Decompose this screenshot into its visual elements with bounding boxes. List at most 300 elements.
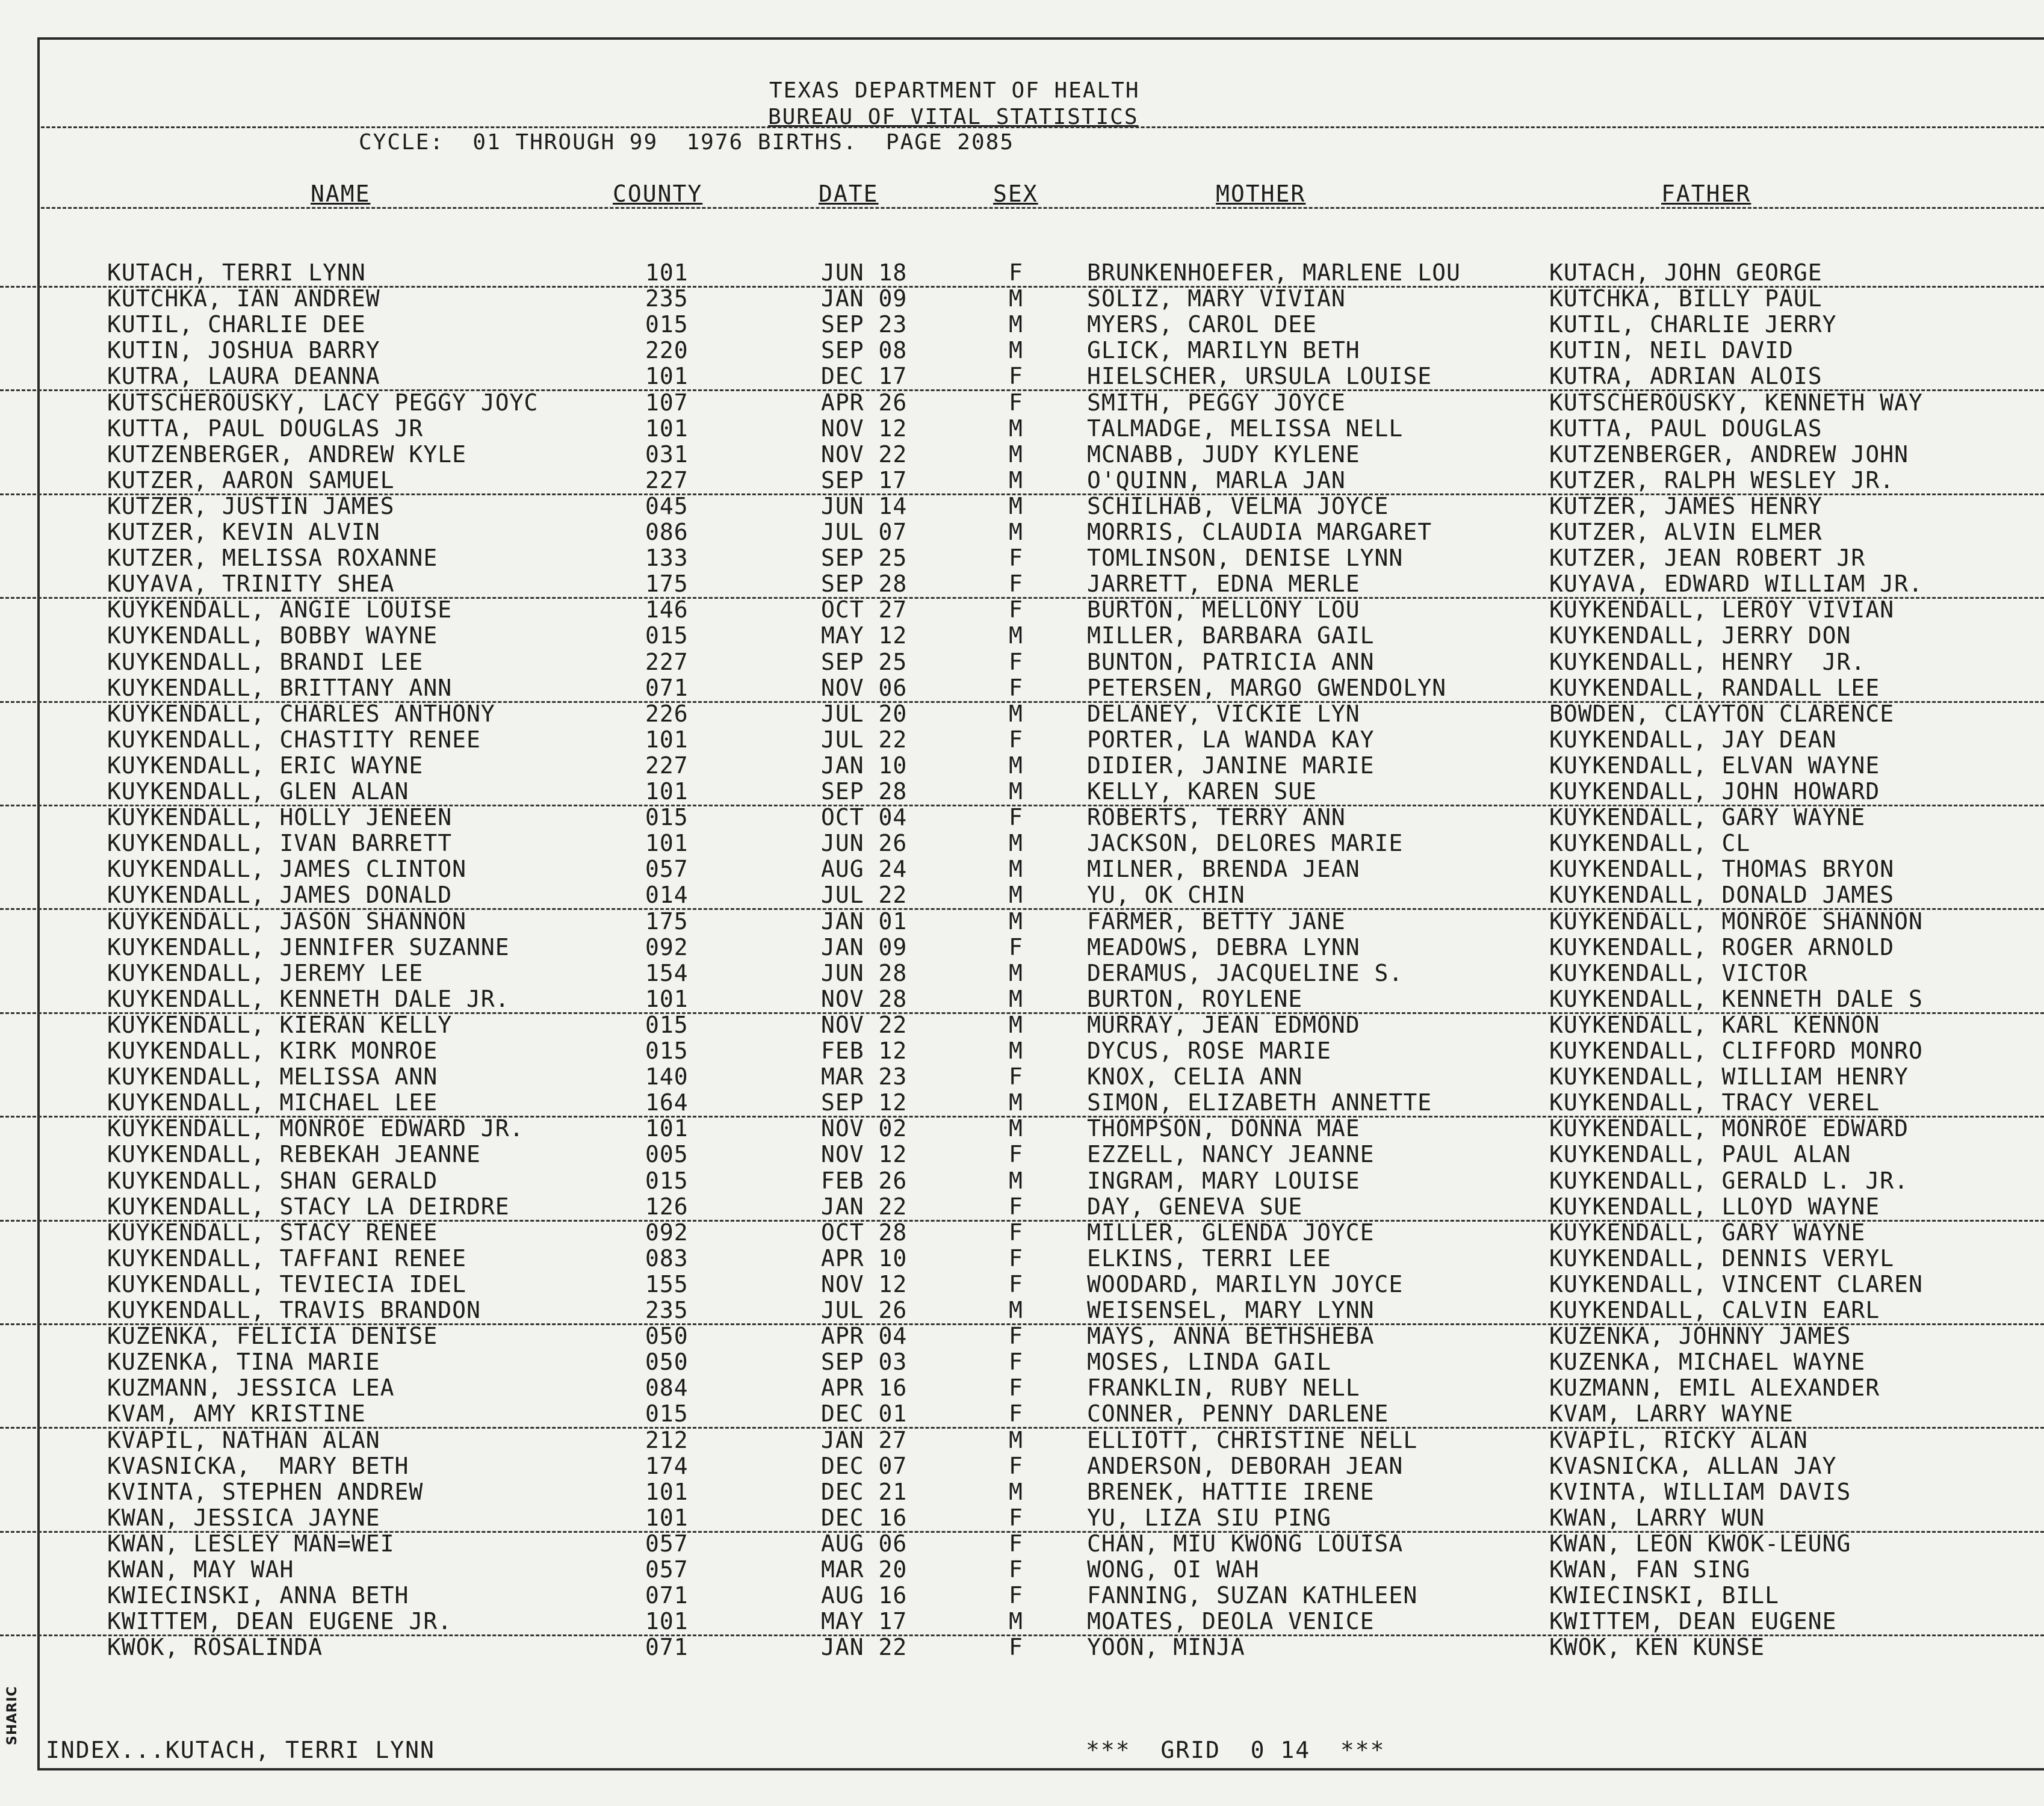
- table-row: [0, 1297, 2044, 1325]
- record-name: KUYAVA, TRINITY SHEA: [107, 571, 395, 598]
- record-mother: O'QUINN, MARLA JAN: [1087, 467, 1346, 493]
- record-name: KUYKENDALL, JASON SHANNON: [107, 908, 466, 935]
- table-row: [0, 701, 2044, 727]
- record-county: 220: [645, 338, 689, 364]
- record-county: 226: [645, 700, 689, 727]
- record-mother: GLICK, MARILYN BETH: [1087, 338, 1360, 364]
- record-mother: MOSES, LINDA GAIL: [1087, 1349, 1331, 1376]
- record-sex: M: [1009, 752, 1023, 779]
- record-mother: KELLY, KAREN SUE: [1087, 779, 1318, 805]
- record-name: KUYKENDALL, MONROE EDWARD JR.: [107, 1116, 524, 1142]
- record-father: KUTIN, NEIL DAVID: [1549, 338, 1794, 364]
- record-date: JUL 26: [821, 1297, 908, 1323]
- record-sex: M: [1009, 338, 1023, 364]
- record-father: KVAM, LARRY WAYNE: [1549, 1401, 1794, 1427]
- table-row: [0, 312, 2044, 338]
- record-county: 071: [645, 675, 689, 701]
- record-mother: WONG, OI WAH: [1087, 1557, 1260, 1583]
- table-row: [0, 416, 2044, 442]
- record-sex: M: [1009, 882, 1023, 909]
- record-sex: F: [1009, 571, 1023, 598]
- cycle-line: CYCLE: 01 THROUGH 99 1976 BIRTHS. PAGE 2085: [359, 130, 1014, 155]
- table-row: [0, 986, 2044, 1014]
- record-sex: M: [1009, 986, 1023, 1012]
- table-row: [0, 1168, 2044, 1194]
- record-county: 014: [645, 882, 689, 909]
- record-county: 071: [645, 1634, 689, 1661]
- record-father: KUYKENDALL, THOMAS BRYON: [1549, 856, 1895, 883]
- record-father: KUYKENDALL, JOHN HOWARD: [1549, 779, 1880, 805]
- record-date: JUL 22: [821, 882, 908, 909]
- record-county: 101: [645, 1116, 689, 1142]
- record-date: MAY 12: [821, 623, 908, 649]
- record-mother: BUNTON, PATRICIA ANN: [1087, 649, 1375, 675]
- record-sex: F: [1009, 1401, 1023, 1427]
- record-mother: MILLER, GLENDA JOYCE: [1087, 1219, 1375, 1246]
- record-mother: DYCUS, ROSE MARIE: [1087, 1038, 1331, 1064]
- record-date: AUG 16: [821, 1583, 908, 1609]
- record-county: 155: [645, 1271, 689, 1297]
- record-father: KUYKENDALL, ELVAN WAYNE: [1549, 752, 1880, 779]
- index-footer: INDEX...KUTACH, TERRI LYNN: [46, 1737, 435, 1763]
- record-name: KUYKENDALL, MELISSA ANN: [107, 1064, 438, 1090]
- record-father: KWAN, LEON KWOK-LEUNG: [1549, 1530, 1851, 1557]
- record-sex: M: [1009, 830, 1023, 857]
- record-father: KUZENKA, MICHAEL WAYNE: [1549, 1349, 1866, 1376]
- record-sex: M: [1009, 1297, 1023, 1323]
- record-mother: WOODARD, MARILYN JOYCE: [1087, 1271, 1404, 1297]
- table-row: [0, 1531, 2044, 1557]
- record-sex: M: [1009, 519, 1023, 545]
- record-date: NOV 22: [821, 441, 908, 468]
- record-mother: TOMLINSON, DENISE LYNN: [1087, 545, 1404, 572]
- record-mother: KNOX, CELIA ANN: [1087, 1064, 1303, 1090]
- record-mother: YU, LIZA SIU PING: [1087, 1504, 1331, 1531]
- record-name: KUYKENDALL, REBEKAH JEANNE: [107, 1142, 481, 1168]
- record-name: KUTZER, MELISSA ROXANNE: [107, 545, 438, 572]
- record-father: KUTSCHEROUSKY, KENNETH WAY: [1549, 389, 1923, 416]
- record-date: FEB 26: [821, 1167, 908, 1194]
- record-name: KUYKENDALL, IVAN BARRETT: [107, 830, 453, 857]
- record-name: KUYKENDALL, CHARLES ANTHONY: [107, 700, 495, 727]
- record-county: 101: [645, 1504, 689, 1531]
- record-county: 101: [645, 415, 689, 442]
- record-date: DEC 16: [821, 1504, 908, 1531]
- record-father: KVAPIL, RICKY ALAN: [1549, 1427, 1808, 1453]
- record-name: KWAN, JESSICA JAYNE: [107, 1504, 380, 1531]
- record-county: 101: [645, 1609, 689, 1635]
- record-mother: ROBERTS, TERRY ANN: [1087, 805, 1346, 831]
- record-sex: F: [1009, 597, 1023, 623]
- record-name: KUYKENDALL, SHAN GERALD: [107, 1167, 438, 1194]
- record-father: KUYKENDALL, LLOYD WAYNE: [1549, 1193, 1880, 1220]
- record-county: 084: [645, 1375, 689, 1402]
- record-county: 045: [645, 493, 689, 519]
- record-mother: DAY, GENEVA SUE: [1087, 1193, 1303, 1220]
- record-sex: F: [1009, 1583, 1023, 1609]
- record-father: KUYKENDALL, HENRY JR.: [1549, 649, 1866, 675]
- record-date: MAR 23: [821, 1064, 908, 1090]
- record-mother: MEADOWS, DEBRA LYNN: [1087, 934, 1360, 960]
- record-mother: DERAMUS, JACQUELINE S.: [1087, 960, 1404, 986]
- record-sex: M: [1009, 960, 1023, 986]
- record-date: SEP 25: [821, 649, 908, 675]
- record-father: KUZENKA, JOHNNY JAMES: [1549, 1323, 1851, 1350]
- record-sex: M: [1009, 908, 1023, 935]
- record-county: 050: [645, 1323, 689, 1350]
- record-father: KUYKENDALL, RANDALL LEE: [1549, 675, 1880, 701]
- record-date: SEP 23: [821, 312, 908, 338]
- record-name: KVAM, AMY KRISTINE: [107, 1401, 366, 1427]
- record-father: KUYKENDALL, JERRY DON: [1549, 623, 1851, 649]
- record-county: 235: [645, 1297, 689, 1323]
- record-name: KUYKENDALL, JAMES CLINTON: [107, 856, 466, 883]
- table-row: [0, 286, 2044, 312]
- table-row: [0, 338, 2044, 363]
- record-father: KUYKENDALL, CLIFFORD MONRO: [1549, 1038, 1923, 1064]
- record-sex: M: [1009, 312, 1023, 338]
- record-county: 164: [645, 1090, 689, 1116]
- record-date: NOV 22: [821, 1012, 908, 1038]
- record-name: KUYKENDALL, ANGIE LOUISE: [107, 597, 453, 623]
- table-row: [0, 1064, 2044, 1090]
- record-county: 101: [645, 363, 689, 390]
- table-row: [0, 1505, 2044, 1533]
- record-sex: M: [1009, 467, 1023, 493]
- record-county: 227: [645, 467, 689, 493]
- record-name: KUYKENDALL, KIRK MONROE: [107, 1038, 438, 1064]
- table-row: [0, 1116, 2044, 1142]
- record-mother: MILLER, BARBARA GAIL: [1087, 623, 1375, 649]
- record-name: KUYKENDALL, TAFFANI RENEE: [107, 1245, 466, 1272]
- record-sex: M: [1009, 441, 1023, 468]
- record-name: KWIECINSKI, ANNA BETH: [107, 1583, 409, 1609]
- record-county: 101: [645, 260, 689, 286]
- record-county: 050: [645, 1349, 689, 1376]
- column-header-divider: [41, 207, 2044, 209]
- record-county: 133: [645, 545, 689, 572]
- record-county: 015: [645, 805, 689, 831]
- record-name: KUYKENDALL, CHASTITY RENEE: [107, 726, 481, 753]
- table-row: [0, 442, 2044, 468]
- column-header-mother: MOTHER: [1216, 181, 1306, 207]
- record-date: APR 10: [821, 1245, 908, 1272]
- record-county: 212: [645, 1427, 689, 1453]
- table-row: [0, 571, 2044, 599]
- record-sex: F: [1009, 545, 1023, 572]
- record-name: KUZENKA, TINA MARIE: [107, 1349, 380, 1376]
- record-mother: FANNING, SUZAN KATHLEEN: [1087, 1583, 1418, 1609]
- record-mother: YU, OK CHIN: [1087, 882, 1245, 909]
- table-row: [0, 623, 2044, 649]
- table-row: [0, 1272, 2044, 1297]
- record-date: SEP 28: [821, 571, 908, 598]
- record-mother: SCHILHAB, VELMA JOYCE: [1087, 493, 1389, 519]
- record-sex: F: [1009, 1557, 1023, 1583]
- record-sex: M: [1009, 493, 1023, 519]
- record-mother: MILNER, BRENDA JEAN: [1087, 856, 1360, 883]
- grid-footer: *** GRID 0 14 ***: [1086, 1737, 1386, 1763]
- record-date: JAN 01: [821, 908, 908, 935]
- table-row: [0, 1453, 2044, 1479]
- record-date: FEB 12: [821, 1038, 908, 1064]
- document-subtitle: BUREAU OF VITAL STATISTICS: [768, 105, 1139, 129]
- record-mother: FARMER, BETTY JANE: [1087, 908, 1346, 935]
- record-father: KUTZER, JEAN ROBERT JR: [1549, 545, 1866, 572]
- table-row: [0, 1583, 2044, 1609]
- record-sex: M: [1009, 286, 1023, 312]
- record-sex: M: [1009, 623, 1023, 649]
- record-mother: SIMON, ELIZABETH ANNETTE: [1087, 1090, 1432, 1116]
- record-father: KUYKENDALL, GERALD L. JR.: [1549, 1167, 1909, 1194]
- record-name: KWAN, MAY WAH: [107, 1557, 294, 1583]
- record-sex: F: [1009, 1271, 1023, 1297]
- record-date: NOV 06: [821, 675, 908, 701]
- record-county: 101: [645, 779, 689, 805]
- record-name: KUZENKA, FELICIA DENISE: [107, 1323, 438, 1350]
- record-mother: BURTON, MELLONY LOU: [1087, 597, 1360, 623]
- record-father: KUYKENDALL, PAUL ALAN: [1549, 1142, 1851, 1168]
- record-sex: F: [1009, 1219, 1023, 1246]
- record-county: 015: [645, 1012, 689, 1038]
- record-county: 071: [645, 1583, 689, 1609]
- table-row: [0, 909, 2044, 935]
- table-row: [0, 882, 2044, 910]
- record-mother: MAYS, ANNA BETHSHEBA: [1087, 1323, 1375, 1350]
- record-name: KUYKENDALL, MICHAEL LEE: [107, 1090, 438, 1116]
- record-mother: SMITH, PEGGY JOYCE: [1087, 389, 1346, 416]
- record-mother: YOON, MINJA: [1087, 1634, 1245, 1661]
- record-sex: M: [1009, 1167, 1023, 1194]
- record-date: JAN 09: [821, 286, 908, 312]
- record-father: KWITTEM, DEAN EUGENE: [1549, 1609, 1837, 1635]
- record-name: KVAPIL, NATHAN ALAN: [107, 1427, 380, 1453]
- record-father: KUYKENDALL, DENNIS VERYL: [1549, 1245, 1895, 1272]
- record-sex: F: [1009, 649, 1023, 675]
- table-row: [0, 675, 2044, 703]
- record-name: KWAN, LESLEY MAN=WEI: [107, 1530, 395, 1557]
- column-header-date: DATE: [819, 181, 879, 207]
- table-row: [0, 649, 2044, 675]
- record-name: KUTZER, KEVIN ALVIN: [107, 519, 380, 545]
- record-sex: F: [1009, 1634, 1023, 1661]
- record-name: KUTIN, JOSHUA BARRY: [107, 338, 380, 364]
- record-mother: MORRIS, CLAUDIA MARGARET: [1087, 519, 1432, 545]
- record-father: KUYKENDALL, CALVIN EARL: [1549, 1297, 1880, 1323]
- table-row: [0, 390, 2044, 416]
- record-sex: M: [1009, 779, 1023, 805]
- record-sex: F: [1009, 1142, 1023, 1168]
- record-county: 227: [645, 649, 689, 675]
- record-mother: ELLIOTT, CHRISTINE NELL: [1087, 1427, 1418, 1453]
- record-father: KVASNICKA, ALLAN JAY: [1549, 1453, 1837, 1479]
- record-mother: MCNABB, JUDY KYLENE: [1087, 441, 1360, 468]
- column-header-name: NAME: [311, 181, 371, 207]
- record-county: 031: [645, 441, 689, 468]
- record-date: APR 04: [821, 1323, 908, 1350]
- record-county: 015: [645, 1038, 689, 1064]
- record-date: OCT 04: [821, 805, 908, 831]
- table-row: [0, 1194, 2044, 1222]
- record-sex: F: [1009, 1530, 1023, 1557]
- record-mother: CHAN, MIU KWONG LOUISA: [1087, 1530, 1404, 1557]
- record-sex: F: [1009, 675, 1023, 701]
- record-date: NOV 12: [821, 1271, 908, 1297]
- record-date: JUL 20: [821, 700, 908, 727]
- record-sex: F: [1009, 363, 1023, 390]
- record-father: KUTIL, CHARLIE JERRY: [1549, 312, 1837, 338]
- record-sex: F: [1009, 260, 1023, 286]
- record-date: SEP 03: [821, 1349, 908, 1376]
- record-mother: WEISENSEL, MARY LYNN: [1087, 1297, 1375, 1323]
- record-name: KVINTA, STEPHEN ANDREW: [107, 1479, 424, 1505]
- table-row: [0, 805, 2044, 830]
- record-mother: EZZELL, NANCY JEANNE: [1087, 1142, 1375, 1168]
- table-row: [0, 1012, 2044, 1038]
- record-father: KUTRA, ADRIAN ALOIS: [1549, 363, 1823, 390]
- record-county: 101: [645, 986, 689, 1012]
- record-county: 057: [645, 1557, 689, 1583]
- record-mother: DIDIER, JANINE MARIE: [1087, 752, 1375, 779]
- record-name: KUTCHKA, IAN ANDREW: [107, 286, 380, 312]
- record-date: DEC 01: [821, 1401, 908, 1427]
- record-name: KUTZER, AARON SAMUEL: [107, 467, 395, 493]
- record-sex: M: [1009, 1012, 1023, 1038]
- record-father: KUYKENDALL, VICTOR: [1549, 960, 1808, 986]
- record-county: 126: [645, 1193, 689, 1220]
- record-sex: M: [1009, 700, 1023, 727]
- record-father: KUYKENDALL, MONROE EDWARD: [1549, 1116, 1909, 1142]
- record-county: 101: [645, 1479, 689, 1505]
- record-father: KUYKENDALL, JAY DEAN: [1549, 726, 1837, 753]
- record-name: KUYKENDALL, STACY RENEE: [107, 1219, 438, 1246]
- record-date: SEP 17: [821, 467, 908, 493]
- column-header-sex: SEX: [993, 181, 1038, 207]
- record-name: KUTTA, PAUL DOUGLAS JR: [107, 415, 424, 442]
- document-title: TEXAS DEPARTMENT OF HEALTH: [769, 78, 1140, 103]
- record-mother: BRUNKENHOEFER, MARLENE LOU: [1087, 260, 1461, 286]
- record-mother: INGRAM, MARY LOUISE: [1087, 1167, 1360, 1194]
- record-name: KUYKENDALL, JEREMY LEE: [107, 960, 424, 986]
- record-mother: PETERSEN, MARGO GWENDOLYN: [1087, 675, 1446, 701]
- record-county: 092: [645, 934, 689, 960]
- record-county: 092: [645, 1219, 689, 1246]
- record-date: JUL 07: [821, 519, 908, 545]
- record-county: 107: [645, 389, 689, 416]
- record-name: KUTZENBERGER, ANDREW KYLE: [107, 441, 466, 468]
- record-date: JUN 18: [821, 260, 908, 286]
- table-row: [0, 935, 2044, 960]
- side-label: SHARIC: [5, 1686, 20, 1745]
- record-date: JAN 10: [821, 752, 908, 779]
- record-mother: ANDERSON, DEBORAH JEAN: [1087, 1453, 1404, 1479]
- record-father: KUTTA, PAUL DOUGLAS: [1549, 415, 1823, 442]
- record-county: 227: [645, 752, 689, 779]
- record-father: KUYKENDALL, GARY WAYNE: [1549, 805, 1866, 831]
- record-sex: F: [1009, 1453, 1023, 1479]
- record-name: KUYKENDALL, TEVIECIA IDEL: [107, 1271, 466, 1297]
- table-row: [0, 545, 2044, 571]
- record-name: KUYKENDALL, TRAVIS BRANDON: [107, 1297, 481, 1323]
- table-row: [0, 1557, 2044, 1583]
- record-date: AUG 06: [821, 1530, 908, 1557]
- record-county: 086: [645, 519, 689, 545]
- table-row: [0, 493, 2044, 519]
- record-county: 175: [645, 571, 689, 598]
- record-name: KUTRA, LAURA DEANNA: [107, 363, 380, 390]
- table-row: [0, 1427, 2044, 1453]
- record-date: OCT 27: [821, 597, 908, 623]
- record-date: NOV 28: [821, 986, 908, 1012]
- record-name: KUYKENDALL, BOBBY WAYNE: [107, 623, 438, 649]
- record-date: JAN 22: [821, 1193, 908, 1220]
- record-date: JUN 28: [821, 960, 908, 986]
- table-row: [0, 1246, 2044, 1272]
- record-sex: F: [1009, 805, 1023, 831]
- record-father: KUYKENDALL, TRACY VEREL: [1549, 1090, 1880, 1116]
- record-father: BOWDEN, CLAYTON CLARENCE: [1549, 700, 1895, 727]
- record-father: KUYKENDALL, VINCENT CLAREN: [1549, 1271, 1923, 1297]
- table-row: [0, 779, 2044, 806]
- record-sex: F: [1009, 1323, 1023, 1350]
- record-name: KUTACH, TERRI LYNN: [107, 260, 366, 286]
- record-county: 083: [645, 1245, 689, 1272]
- record-father: KUYKENDALL, KENNETH DALE S: [1549, 986, 1923, 1012]
- record-mother: DELANEY, VICKIE LYN: [1087, 700, 1360, 727]
- record-date: NOV 02: [821, 1116, 908, 1142]
- table-row: [0, 260, 2044, 288]
- record-father: KUTACH, JOHN GEORGE: [1549, 260, 1823, 286]
- record-name: KUYKENDALL, KIERAN KELLY: [107, 1012, 453, 1038]
- record-county: 015: [645, 312, 689, 338]
- record-date: SEP 08: [821, 338, 908, 364]
- record-sex: F: [1009, 1245, 1023, 1272]
- record-date: AUG 24: [821, 856, 908, 883]
- table-row: [0, 856, 2044, 882]
- record-father: KUYKENDALL, CL: [1549, 830, 1751, 857]
- record-county: 005: [645, 1142, 689, 1168]
- record-date: NOV 12: [821, 1142, 908, 1168]
- table-row: [0, 1479, 2044, 1505]
- record-mother: MOATES, DEOLA VENICE: [1087, 1609, 1375, 1635]
- table-row: [0, 960, 2044, 986]
- record-father: KUTZER, JAMES HENRY: [1549, 493, 1823, 519]
- record-mother: HIELSCHER, URSULA LOUISE: [1087, 363, 1432, 390]
- record-father: KWAN, FAN SING: [1549, 1557, 1751, 1583]
- record-name: KUYKENDALL, STACY LA DEIRDRE: [107, 1193, 510, 1220]
- column-header-county: COUNTY: [613, 181, 703, 207]
- record-date: DEC 21: [821, 1479, 908, 1505]
- record-date: JUN 14: [821, 493, 908, 519]
- record-name: KUYKENDALL, ERIC WAYNE: [107, 752, 424, 779]
- record-sex: F: [1009, 1193, 1023, 1220]
- record-date: SEP 25: [821, 545, 908, 572]
- record-sex: M: [1009, 1090, 1023, 1116]
- table-row: [0, 1375, 2044, 1401]
- record-mother: ELKINS, TERRI LEE: [1087, 1245, 1331, 1272]
- record-county: 174: [645, 1453, 689, 1479]
- header-divider: [41, 126, 2044, 128]
- table-row: [0, 1090, 2044, 1118]
- table-row: [0, 597, 2044, 623]
- record-father: KWOK, KEN KUNSE: [1549, 1634, 1765, 1661]
- record-name: KWOK, ROSALINDA: [107, 1634, 323, 1661]
- table-row: [0, 1038, 2044, 1064]
- record-father: KVINTA, WILLIAM DAVIS: [1549, 1479, 1851, 1505]
- record-name: KVASNICKA, MARY BETH: [107, 1453, 409, 1479]
- table-row: [0, 1401, 2044, 1429]
- record-county: 140: [645, 1064, 689, 1090]
